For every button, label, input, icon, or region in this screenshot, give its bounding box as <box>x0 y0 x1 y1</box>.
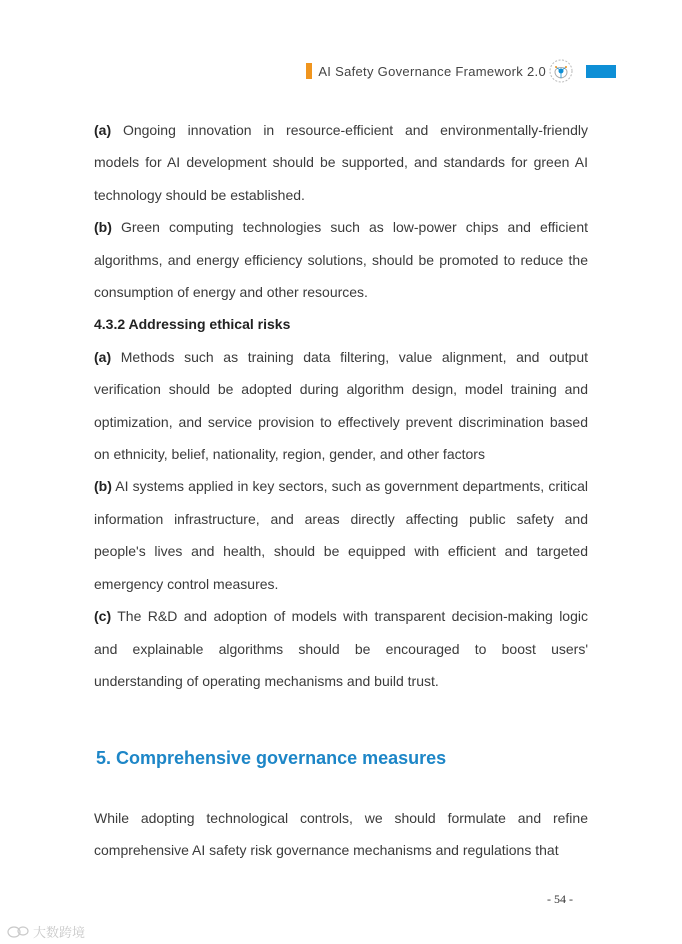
watermark <box>6 922 85 941</box>
paragraph-c-explainability <box>94 600 588 697</box>
paragraph-label: (a) <box>94 348 112 365</box>
header-blue-block <box>586 65 616 78</box>
paragraph-label: (c) <box>94 608 112 625</box>
paragraph-b-green-computing <box>94 211 588 308</box>
paragraph-label: (b) <box>94 478 112 495</box>
header-accent-bar <box>306 63 312 79</box>
paragraph-text: Ongoing innovation in resource-efficient and environmentally-friendly models for AI development should be supported, and standards for green AI technology should be established. <box>94 122 588 203</box>
page-number: - 54 - <box>547 892 573 906</box>
body-text <box>94 114 588 697</box>
paragraph-a-discrimination <box>94 341 588 471</box>
section-heading-5: 5. Comprehensive governance measures <box>96 748 447 768</box>
watermark-text: 大数跨境 <box>33 925 86 940</box>
paragraph-text: Methods such as training data filtering, value alignment, and output verification should be adopted during algorithm design, model training and optimization, and service provision to effectively prevent discrimination based on ethnicity, belief, nationality, region, gender, and other factors <box>94 348 588 463</box>
paragraph-label: (a) <box>94 122 112 138</box>
paragraph-text: The R&D and adoption of models with transparent decision-making logic and explainable algorithms should be encouraged to boost users' understanding of operating mechanisms and build trust. <box>94 608 588 689</box>
brain-circuit-icon <box>548 58 574 84</box>
chat-bubble-icon <box>6 925 30 939</box>
header-title: AI Safety Governance Framework 2.0 <box>318 63 546 79</box>
section5-intro-paragraph: While adopting technological controls, we should formulate and refine comprehensive AI safety risk governance mechanisms and regulations that <box>94 810 588 859</box>
paragraph-b-emergency-control <box>94 470 588 600</box>
section5-body <box>94 802 588 867</box>
paragraph-text: Green computing technologies such as low-power chips and efficient algorithms, and energy efficiency solutions, should be promoted to reduce the consumption of energy and other resources. <box>94 219 588 301</box>
section-heading-4-3-2: 4.3.2 Addressing ethical risks <box>94 316 291 333</box>
page-header <box>306 62 616 80</box>
paragraph-text: AI systems applied in key sectors, such as government departments, critical information infrastructure, and areas directly affecting public safety and people's lives and health, should be equipped with efficient and targeted emergency control measures. <box>94 478 588 592</box>
paragraph-label: (b) <box>94 219 112 236</box>
paragraph-a-green-models <box>94 114 588 211</box>
